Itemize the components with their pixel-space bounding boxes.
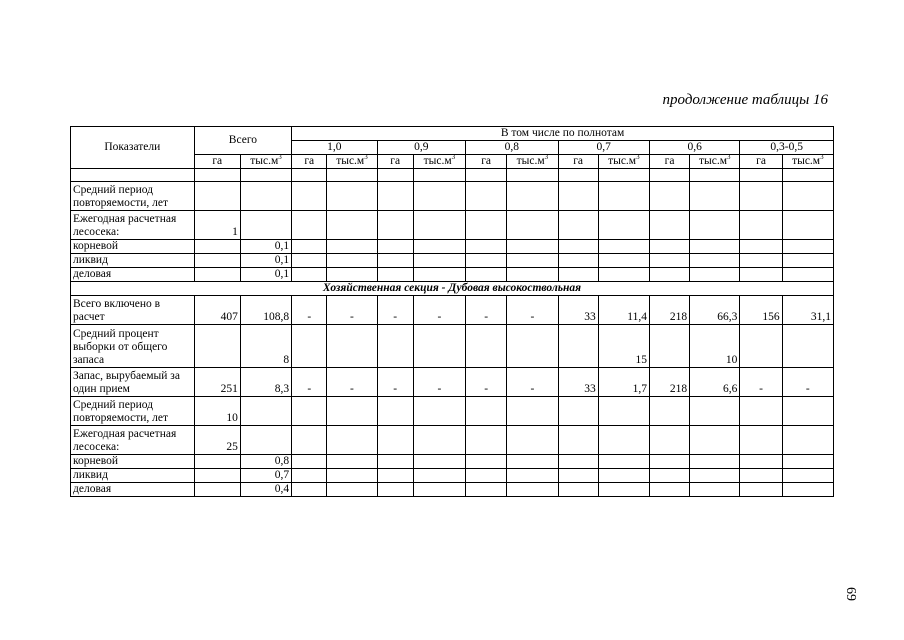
table-cell <box>466 182 507 211</box>
blank-cell <box>466 169 507 182</box>
unit-volume <box>413 155 465 169</box>
table-cell: 156 <box>740 296 782 325</box>
table-cell: 108,8 <box>240 296 291 325</box>
table-cell <box>327 397 377 426</box>
table-cell: - <box>507 296 558 325</box>
table-cell <box>598 426 649 455</box>
row-label: корневой <box>71 240 195 254</box>
table-cell <box>507 469 558 483</box>
table-cell <box>292 182 327 211</box>
table-cell <box>327 240 377 254</box>
table-cell <box>740 483 782 497</box>
page-number: 69 <box>843 587 858 601</box>
blank-cell <box>240 169 291 182</box>
table-cell: 25 <box>194 426 240 455</box>
table-cell <box>413 240 465 254</box>
unit-volume <box>327 155 377 169</box>
table-cell <box>690 240 740 254</box>
table-cell: - <box>413 296 465 325</box>
table-cell <box>649 254 689 268</box>
row-label: Всего включено в расчет <box>71 296 195 325</box>
table-cell <box>558 426 598 455</box>
table-cell: 15 <box>598 325 649 368</box>
table-cell <box>377 240 413 254</box>
table-cell <box>377 483 413 497</box>
table-cell <box>466 397 507 426</box>
table-cell <box>413 211 465 240</box>
blank-cell <box>740 169 782 182</box>
table-cell <box>649 182 689 211</box>
table-cell <box>649 397 689 426</box>
row-label: ликвид <box>71 469 195 483</box>
table-cell <box>507 254 558 268</box>
table-cell <box>782 455 833 469</box>
table-cell: - <box>292 296 327 325</box>
blank-cell <box>507 169 558 182</box>
table-cell <box>558 211 598 240</box>
header-total: Всего <box>194 127 292 155</box>
table-cell: 1,7 <box>598 368 649 397</box>
table-cell <box>782 325 833 368</box>
table-cell <box>292 325 327 368</box>
table-cell <box>598 240 649 254</box>
table-cell <box>466 426 507 455</box>
table-cell <box>466 455 507 469</box>
table-cell <box>558 182 598 211</box>
unit-volume-sup: 3 <box>364 154 368 162</box>
table-cell <box>558 455 598 469</box>
density-group-header: 0,6 <box>649 141 739 155</box>
table-cell <box>558 325 598 368</box>
table-cell: - <box>377 368 413 397</box>
table-cell <box>782 211 833 240</box>
blank-cell <box>782 169 833 182</box>
row-label: Средний период повторяемости, лет <box>71 182 195 211</box>
blank-cell <box>413 169 465 182</box>
table-cell <box>377 268 413 282</box>
blank-cell <box>71 169 195 182</box>
table-cell <box>507 240 558 254</box>
table-cell <box>649 469 689 483</box>
table-cell: - <box>377 296 413 325</box>
blank-cell <box>690 169 740 182</box>
table-cell <box>327 483 377 497</box>
table-cell <box>782 483 833 497</box>
row-label: ликвид <box>71 254 195 268</box>
unit-volume <box>507 155 558 169</box>
table-cell <box>240 397 291 426</box>
table-row <box>71 268 834 282</box>
table-cell <box>740 325 782 368</box>
table-cell: - <box>292 368 327 397</box>
table-row <box>71 211 834 240</box>
table-cell <box>466 483 507 497</box>
table-cell <box>466 254 507 268</box>
table-cell <box>292 426 327 455</box>
density-group-header: 0,3-0,5 <box>740 141 834 155</box>
table-cell <box>292 240 327 254</box>
table-cell <box>466 469 507 483</box>
table-cell <box>782 469 833 483</box>
unit-ha: га <box>649 155 689 169</box>
table-cell <box>690 455 740 469</box>
table-cell <box>507 182 558 211</box>
table-cell <box>649 455 689 469</box>
table-cell <box>690 397 740 426</box>
table-cell <box>507 455 558 469</box>
unit-ha: га <box>740 155 782 169</box>
table-cell: - <box>327 368 377 397</box>
table-cell <box>413 254 465 268</box>
table-cell <box>690 211 740 240</box>
table-cell <box>782 426 833 455</box>
table-cell <box>690 182 740 211</box>
table-cell: - <box>507 368 558 397</box>
table-cell <box>413 182 465 211</box>
table-cell <box>377 455 413 469</box>
table-cell <box>598 469 649 483</box>
blank-row <box>71 169 834 182</box>
table-cell <box>292 254 327 268</box>
table-row <box>71 397 834 426</box>
table-cell <box>740 426 782 455</box>
table-cell <box>292 268 327 282</box>
unit-volume-sup: 3 <box>727 154 731 162</box>
table-cell: 0,1 <box>240 254 291 268</box>
table-cell <box>377 254 413 268</box>
blank-cell <box>327 169 377 182</box>
table-cell <box>240 211 291 240</box>
table-cell: 0,4 <box>240 483 291 497</box>
unit-volume <box>240 155 291 169</box>
table-cell <box>194 455 240 469</box>
table-cell <box>466 240 507 254</box>
table-cell <box>466 211 507 240</box>
table-cell <box>558 240 598 254</box>
blank-cell <box>292 169 327 182</box>
table-cell <box>649 211 689 240</box>
table-cell: 0,8 <box>240 455 291 469</box>
table-cell: 8 <box>240 325 291 368</box>
section-row <box>71 282 834 296</box>
table-cell <box>558 254 598 268</box>
table-cell <box>649 325 689 368</box>
table-cell <box>598 254 649 268</box>
table-cell <box>558 469 598 483</box>
table-cell <box>649 240 689 254</box>
table-cell <box>377 211 413 240</box>
unit-ha: га <box>194 155 240 169</box>
section-title: Хозяйственная секция - Дубовая высокоствольная <box>71 282 834 296</box>
table-cell <box>690 426 740 455</box>
row-label: деловая <box>71 268 195 282</box>
row-label: Ежегодная расчетная лесосека: <box>71 426 195 455</box>
table-cell: - <box>782 368 833 397</box>
row-label: Запас, вырубаемый за один прием <box>71 368 195 397</box>
unit-ha: га <box>558 155 598 169</box>
table-cell <box>413 268 465 282</box>
table-cell <box>292 483 327 497</box>
table-cell <box>194 469 240 483</box>
table-cell <box>649 426 689 455</box>
table-cell <box>327 254 377 268</box>
unit-volume-text: тыс.м <box>423 155 452 167</box>
table-cell <box>377 426 413 455</box>
table-cell <box>558 268 598 282</box>
table-row <box>71 296 834 325</box>
table-cell <box>558 397 598 426</box>
unit-volume-text: тыс.м <box>699 155 728 167</box>
table-cell <box>598 211 649 240</box>
unit-volume-sup: 3 <box>278 154 282 162</box>
table-cell <box>377 325 413 368</box>
table-cell <box>292 455 327 469</box>
blank-cell <box>649 169 689 182</box>
table-cell <box>292 397 327 426</box>
table-row <box>71 469 834 483</box>
table-cell <box>690 469 740 483</box>
table-cell: 33 <box>558 296 598 325</box>
unit-volume-text: тыс.м <box>608 155 637 167</box>
table-cell: - <box>413 368 465 397</box>
table-cell <box>292 211 327 240</box>
table-cell <box>240 426 291 455</box>
table-cell: - <box>466 368 507 397</box>
table-cell <box>194 268 240 282</box>
table-cell <box>649 483 689 497</box>
unit-volume-text: тыс.м <box>792 155 821 167</box>
unit-volume-sup: 3 <box>451 154 456 162</box>
table-cell <box>690 483 740 497</box>
table-cell <box>413 483 465 497</box>
table-cell <box>507 426 558 455</box>
table-row <box>71 483 834 497</box>
table-cell <box>782 240 833 254</box>
table-row <box>71 240 834 254</box>
table-cell <box>413 397 465 426</box>
table-cell <box>740 182 782 211</box>
table-cell <box>782 182 833 211</box>
table-cell <box>194 254 240 268</box>
blank-cell <box>377 169 413 182</box>
data-table <box>70 126 834 497</box>
blank-cell <box>194 169 240 182</box>
density-group-header: 0,7 <box>558 141 649 155</box>
table-cell: 10 <box>690 325 740 368</box>
table-cell: 251 <box>194 368 240 397</box>
header-indicators: Показатели <box>71 127 195 169</box>
row-label: Средний процент выборки от общего запаса <box>71 325 195 368</box>
unit-volume-sup: 3 <box>544 154 549 162</box>
unit-volume <box>782 155 833 169</box>
table-cell <box>377 397 413 426</box>
blank-cell <box>558 169 598 182</box>
table-cell: 218 <box>649 368 689 397</box>
unit-volume-text: тыс.м <box>336 155 365 167</box>
table-cell: - <box>740 368 782 397</box>
density-group-header: 0,9 <box>377 141 465 155</box>
table-cell <box>327 426 377 455</box>
table-cell <box>413 469 465 483</box>
table-cell <box>558 483 598 497</box>
header-by-density: В том числе по полнотам <box>292 127 834 141</box>
table-cell <box>327 455 377 469</box>
unit-volume-text: тыс.м <box>250 155 279 167</box>
table-row <box>71 325 834 368</box>
table-cell <box>740 211 782 240</box>
table-cell: 0,1 <box>240 240 291 254</box>
row-label: Ежегодная расчетная лесосека: <box>71 211 195 240</box>
table-cell: 6,6 <box>690 368 740 397</box>
table-cell <box>598 268 649 282</box>
unit-volume <box>598 155 649 169</box>
table-cell <box>740 455 782 469</box>
table-cell <box>740 240 782 254</box>
table-row <box>71 182 834 211</box>
table-cell <box>740 268 782 282</box>
unit-volume-sup: 3 <box>820 154 824 162</box>
table-cell: 31,1 <box>782 296 833 325</box>
table-cell <box>598 397 649 426</box>
table-cell: 1 <box>194 211 240 240</box>
table-cell: - <box>466 296 507 325</box>
table-cell <box>327 469 377 483</box>
density-group-header: 0,8 <box>466 141 558 155</box>
table-cell <box>194 325 240 368</box>
table-cell <box>327 325 377 368</box>
table-row <box>71 368 834 397</box>
table-cell <box>466 325 507 368</box>
table-cell: 11,4 <box>598 296 649 325</box>
table-cell <box>507 483 558 497</box>
table-cell <box>507 397 558 426</box>
table-cell: 33 <box>558 368 598 397</box>
table-cell <box>507 268 558 282</box>
table-cell <box>327 211 377 240</box>
table-cell <box>740 254 782 268</box>
table-cell <box>740 397 782 426</box>
row-label: корневой <box>71 455 195 469</box>
table-cell: 10 <box>194 397 240 426</box>
table-cell: - <box>327 296 377 325</box>
table-cell: 66,3 <box>690 296 740 325</box>
table-row <box>71 426 834 455</box>
table-cell <box>598 455 649 469</box>
table-cell <box>782 397 833 426</box>
table-cell: 218 <box>649 296 689 325</box>
unit-ha: га <box>377 155 413 169</box>
table-caption: продолжение таблицы 16 <box>662 92 828 108</box>
table-cell <box>782 268 833 282</box>
table-cell <box>507 325 558 368</box>
table-cell: 0,7 <box>240 469 291 483</box>
table-cell <box>507 211 558 240</box>
table-row <box>71 455 834 469</box>
unit-ha: га <box>466 155 507 169</box>
table-cell <box>194 240 240 254</box>
table-cell <box>194 483 240 497</box>
table-cell <box>240 182 291 211</box>
density-group-header: 1,0 <box>292 141 377 155</box>
table-cell <box>649 268 689 282</box>
table-cell: 8,3 <box>240 368 291 397</box>
unit-ha: га <box>292 155 327 169</box>
blank-cell <box>598 169 649 182</box>
table-cell <box>413 426 465 455</box>
table-row <box>71 254 834 268</box>
table-cell <box>740 469 782 483</box>
table-cell <box>377 182 413 211</box>
table-cell <box>466 268 507 282</box>
table-cell <box>327 182 377 211</box>
table-cell <box>413 325 465 368</box>
unit-volume-text: тыс.м <box>516 155 545 167</box>
table-cell <box>598 182 649 211</box>
table-cell <box>377 469 413 483</box>
table-cell <box>690 268 740 282</box>
table-cell <box>598 483 649 497</box>
row-label: Средний период повторяемости, лет <box>71 397 195 426</box>
unit-volume-sup: 3 <box>636 154 640 162</box>
table-cell <box>327 268 377 282</box>
table-cell: 0,1 <box>240 268 291 282</box>
table-cell <box>292 469 327 483</box>
row-label: деловая <box>71 483 195 497</box>
unit-volume <box>690 155 740 169</box>
table-cell <box>194 182 240 211</box>
table-cell <box>413 455 465 469</box>
table-cell <box>690 254 740 268</box>
table-cell <box>782 254 833 268</box>
table-cell: 407 <box>194 296 240 325</box>
